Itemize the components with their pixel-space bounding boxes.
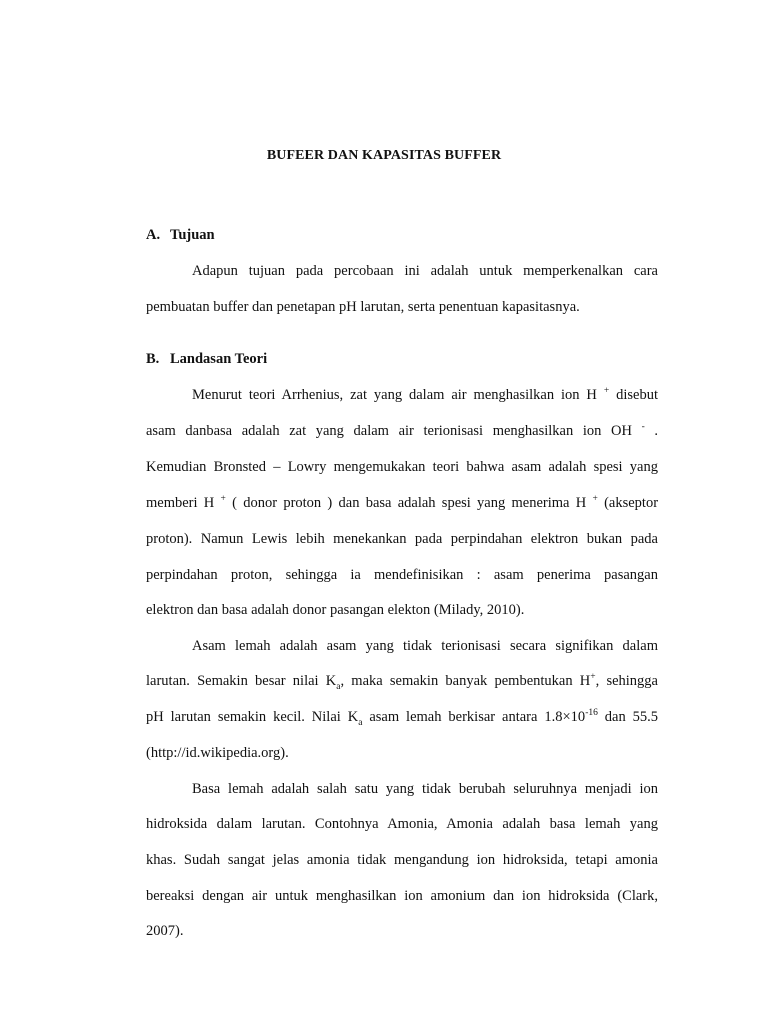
paragraph-line: pembuatan buffer dan penetapan pH larutan, serta penentuan kapasitasnya. — [146, 299, 580, 315]
paragraph-line: proton). Namun Lewis lebih menekankan pada perpindahan elektron bukan pada — [146, 531, 658, 547]
paragraph-line: pH larutan semakin kecil. Nilai $K_a$ asam lemah berkisar antara $1.8\times 10^{-16}$ dan 55.5 — [146, 708, 659, 728]
paragraph-line: khas. Sudah sangat jelas amonia tidak mengandung ion hidroksida, tetapi amonia — [146, 852, 658, 868]
section-letter: A. — [146, 227, 161, 243]
paragraph-line: Kemudian Bronsted – Lowry mengemukakan teori bahwa asam adalah spesi yang — [146, 459, 658, 475]
paragraph-line: Menurut teori Arrhenius, zat yang dalam air menghasilkan ion H + disebut — [192, 386, 659, 403]
paragraph-line: asam danbasa adalah zat yang dalam air terionisasi menghasilkan ion OH - . — [146, 422, 659, 439]
section-title: Tujuan — [170, 227, 215, 243]
section-heading-a — [146, 227, 215, 244]
section-title: Landasan Teori — [170, 351, 268, 367]
paragraph-line: memberi H + ( donor proton ) dan basa adalah spesi yang menerima H + (akseptor — [146, 494, 659, 511]
section-heading-b — [146, 351, 267, 368]
paragraph-line: hidroksida dalam larutan. Contohnya Amonia, Amonia adalah basa lemah yang — [146, 816, 658, 832]
paragraph-line: Adapun tujuan pada percobaan ini adalah untuk memperkenalkan cara — [192, 263, 658, 279]
paragraph-line: (http://id.wikipedia.org). — [146, 745, 289, 761]
paragraph-line: elektron dan basa adalah donor pasangan elekton (Milady, 2010). — [146, 602, 525, 618]
paragraph-line: Asam lemah adalah asam yang tidak terionisasi secara signifikan dalam — [192, 638, 658, 654]
section-letter: B. — [146, 351, 160, 367]
paragraph-line: bereaksi dengan air untuk menghasilkan ion amonium dan ion hidroksida (Clark, — [146, 888, 658, 904]
paragraph-line: 2007). — [146, 923, 184, 939]
paragraph-line: perpindahan proton, sehingga ia mendefinisikan : asam penerima pasangan — [146, 567, 658, 583]
page-title: BUFEER DAN KAPASITAS BUFFER — [266, 148, 502, 163]
paragraph-line: larutan. Semakin besar nilai $K_a$, maka semakin banyak pembentukan H+, sehingga — [146, 672, 658, 692]
paragraph-line: Basa lemah adalah salah satu yang tidak berubah seluruhnya menjadi ion — [192, 781, 658, 797]
